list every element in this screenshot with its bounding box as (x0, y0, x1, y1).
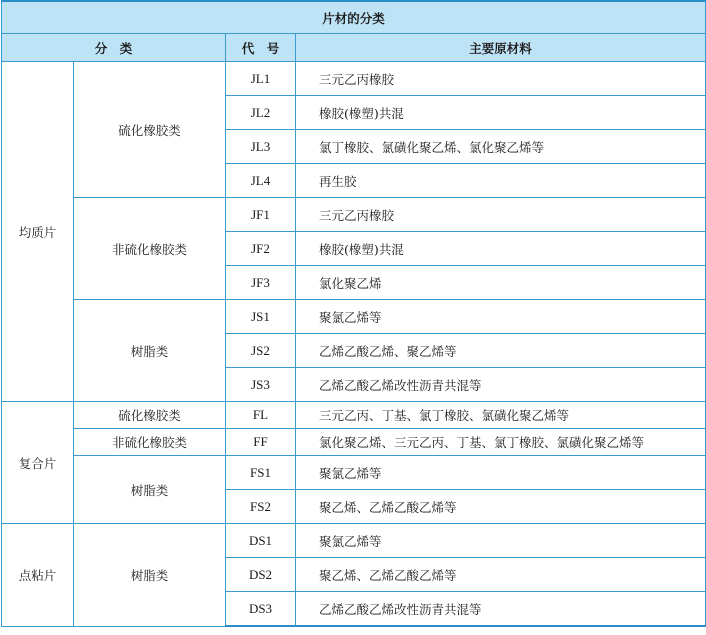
code-cell: FS2 (226, 490, 296, 524)
material-cell: 聚乙烯、乙烯乙酸乙烯等 (296, 490, 706, 524)
table-row (2, 198, 706, 232)
table-row (2, 402, 706, 429)
code-cell: DS1 (226, 524, 296, 558)
code-cell: JL3 (226, 130, 296, 164)
material-cell: 三元乙丙橡胶 (296, 62, 706, 96)
material-cell: 三元乙丙橡胶 (296, 198, 706, 232)
code-cell: JL2 (226, 96, 296, 130)
table-title-row (2, 1, 706, 34)
code-cell: JF3 (226, 266, 296, 300)
material-cell: 氯丁橡胶、氯磺化聚乙烯、氯化聚乙烯等 (296, 130, 706, 164)
header-category: 分 类 (2, 34, 226, 62)
material-cell: 聚氯乙烯等 (296, 300, 706, 334)
code-cell: JL4 (226, 164, 296, 198)
subgroup-vulcanized-rubber: 硫化橡胶类 (74, 402, 226, 429)
material-cell: 乙烯乙酸乙烯改性沥青共混等 (296, 592, 706, 627)
subgroup-vulcanized-rubber: 硫化橡胶类 (74, 62, 226, 198)
material-cell: 乙烯乙酸乙烯、聚乙烯等 (296, 334, 706, 368)
code-cell: DS3 (226, 592, 296, 627)
table-title: 片材的分类 (2, 1, 706, 34)
code-cell: JF2 (226, 232, 296, 266)
material-cell: 橡胶(橡塑)共混 (296, 96, 706, 130)
table-row (2, 429, 706, 456)
code-cell: FS1 (226, 456, 296, 490)
subgroup-resin: 树脂类 (74, 456, 226, 524)
material-cell: 再生胶 (296, 164, 706, 198)
code-cell: FF (226, 429, 296, 456)
table-row (2, 62, 706, 96)
subgroup-resin: 树脂类 (74, 300, 226, 402)
subgroup-nonvulcanized-rubber: 非硫化橡胶类 (74, 429, 226, 456)
material-cell: 氯化聚乙烯、三元乙丙、丁基、氯丁橡胶、氯磺化聚乙烯等 (296, 429, 706, 456)
code-cell: JS1 (226, 300, 296, 334)
table-header-row (2, 34, 706, 62)
material-cell: 聚氯乙烯等 (296, 456, 706, 490)
material-cell: 三元乙丙、丁基、氯丁橡胶、氯磺化聚乙烯等 (296, 402, 706, 429)
table-row (2, 524, 706, 558)
material-cell: 橡胶(橡塑)共混 (296, 232, 706, 266)
sheet-classification-table (1, 0, 706, 627)
header-code: 代 号 (226, 34, 296, 62)
code-cell: DS2 (226, 558, 296, 592)
subgroup-nonvulcanized-rubber: 非硫化橡胶类 (74, 198, 226, 300)
group-composite: 复合片 (2, 402, 74, 524)
header-material: 主要原材料 (296, 34, 706, 62)
code-cell: JS2 (226, 334, 296, 368)
code-cell: FL (226, 402, 296, 429)
table-row (2, 300, 706, 334)
group-homogeneous: 均质片 (2, 62, 74, 402)
material-cell: 氯化聚乙烯 (296, 266, 706, 300)
group-dotted: 点粘片 (2, 524, 74, 627)
subgroup-resin: 树脂类 (74, 524, 226, 627)
code-cell: JF1 (226, 198, 296, 232)
table-row (2, 456, 706, 490)
code-cell: JL1 (226, 62, 296, 96)
material-cell: 聚乙烯、乙烯乙酸乙烯等 (296, 558, 706, 592)
material-cell: 聚氯乙烯等 (296, 524, 706, 558)
material-cell: 乙烯乙酸乙烯改性沥青共混等 (296, 368, 706, 402)
code-cell: JS3 (226, 368, 296, 402)
